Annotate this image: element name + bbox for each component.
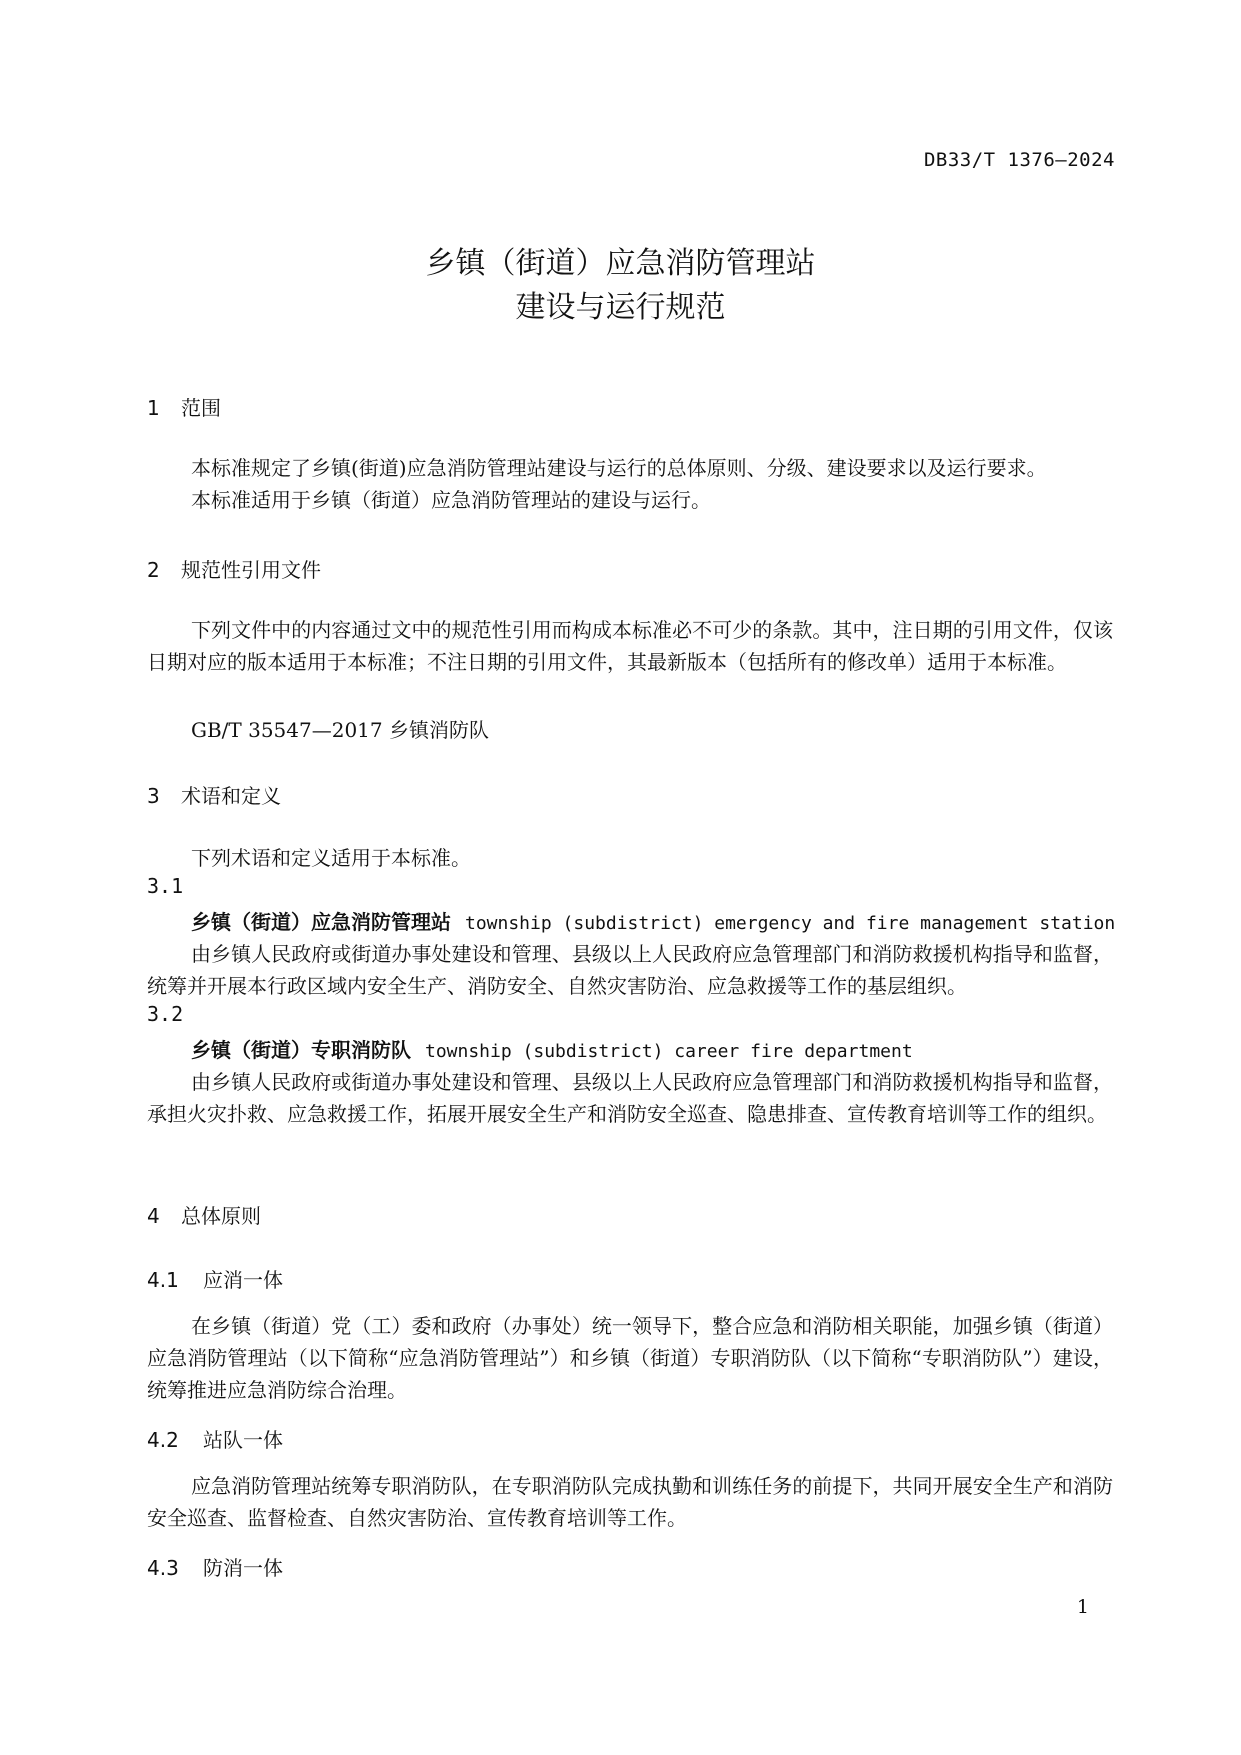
term-3-2-number: 3.2 xyxy=(147,1002,184,1026)
section-number: 4.3 xyxy=(147,1556,179,1580)
term-3-1-definition: 由乡镇人民政府或街道办事处建设和管理、县级以上人民政府应急管理部门和消防救援机构指导和监督，统筹并开展本行政区域内安全生产、消防安全、自然灾害防治、应急救援等工作的基层组织。 xyxy=(147,942,1113,998)
terms-intro: 下列术语和定义适用于本标准。 xyxy=(191,846,471,870)
section-4-2-heading xyxy=(147,1424,283,1453)
term-en: township (subdistrict) career fire department xyxy=(425,1041,913,1062)
page-number: 1 xyxy=(1076,1596,1089,1618)
title-line-2: 建设与运行规范 xyxy=(515,290,726,325)
section-1-paragraph-2: 本标准适用于乡镇（街道）应急消防管理站的建设与运行。 xyxy=(191,488,711,512)
term-en: township (subdistrict) emergency and fire management station xyxy=(465,913,1116,934)
term-3-1-number: 3.1 xyxy=(147,874,184,898)
section-4-heading xyxy=(147,1200,261,1229)
normative-reference: GB/T 35547—2017 乡镇消防队 xyxy=(191,718,489,742)
term-zh: 乡镇（街道）专职消防队 xyxy=(191,1038,411,1062)
term-3-2-definition: 由乡镇人民政府或街道办事处建设和管理、县级以上人民政府应急管理部门和消防救援机构指导和监督，承担火灾扑救、应急救援工作，拓展开展安全生产和消防安全巡查、隐患排查、宣传教育培训等工作的组织。 xyxy=(147,1070,1113,1126)
section-1-paragraph-1: 本标准规定了乡镇(街道)应急消防管理站建设与运行的总体原则、分级、建设要求以及运行要求。 xyxy=(191,456,1047,480)
section-4-1-heading xyxy=(147,1264,283,1293)
section-number: 3 xyxy=(147,784,160,808)
section-4-1-paragraph: 在乡镇（街道）党（工）委和政府（办事处）统一领导下，整合应急和消防相关职能，加强乡镇（街道）应急消防管理站（以下简称“应急消防管理站”）和乡镇（街道）专职消防队（以下简称“专职消防队”）建设，统筹推进应急消防综合治理。 xyxy=(147,1314,1113,1402)
term-3-2 xyxy=(191,1034,913,1063)
section-2-heading xyxy=(147,554,321,583)
section-number: 1 xyxy=(147,396,160,420)
title-line-1: 乡镇（街道）应急消防管理站 xyxy=(425,246,816,281)
section-title: 范围 xyxy=(181,396,221,420)
section-4-3-heading xyxy=(147,1552,283,1581)
section-number: 2 xyxy=(147,558,160,582)
document-id: DB33/T 1376—2024 xyxy=(923,149,1115,171)
section-number: 4.1 xyxy=(147,1268,179,1292)
section-1-heading xyxy=(147,392,221,421)
section-title: 总体原则 xyxy=(181,1204,261,1228)
term-zh: 乡镇（街道）应急消防管理站 xyxy=(191,910,451,934)
section-title: 站队一体 xyxy=(203,1428,283,1452)
term-3-1 xyxy=(191,906,1115,935)
section-3-heading xyxy=(147,780,281,809)
section-title: 应消一体 xyxy=(203,1268,283,1292)
section-2-paragraph: 下列文件中的内容通过文中的规范性引用而构成本标准必不可少的条款。其中，注日期的引用文件，仅该日期对应的版本适用于本标准；不注日期的引用文件，其最新版本（包括所有的修改单）适用于本标准。 xyxy=(147,618,1113,674)
section-number: 4 xyxy=(147,1204,160,1228)
section-title: 术语和定义 xyxy=(181,784,281,808)
section-4-2-paragraph: 应急消防管理站统筹专职消防队，在专职消防队完成执勤和训练任务的前提下，共同开展安全生产和消防安全巡查、监督检查、自然灾害防治、宣传教育培训等工作。 xyxy=(147,1474,1113,1530)
section-number: 4.2 xyxy=(147,1428,179,1452)
section-title: 规范性引用文件 xyxy=(181,558,321,582)
section-title: 防消一体 xyxy=(203,1556,283,1580)
